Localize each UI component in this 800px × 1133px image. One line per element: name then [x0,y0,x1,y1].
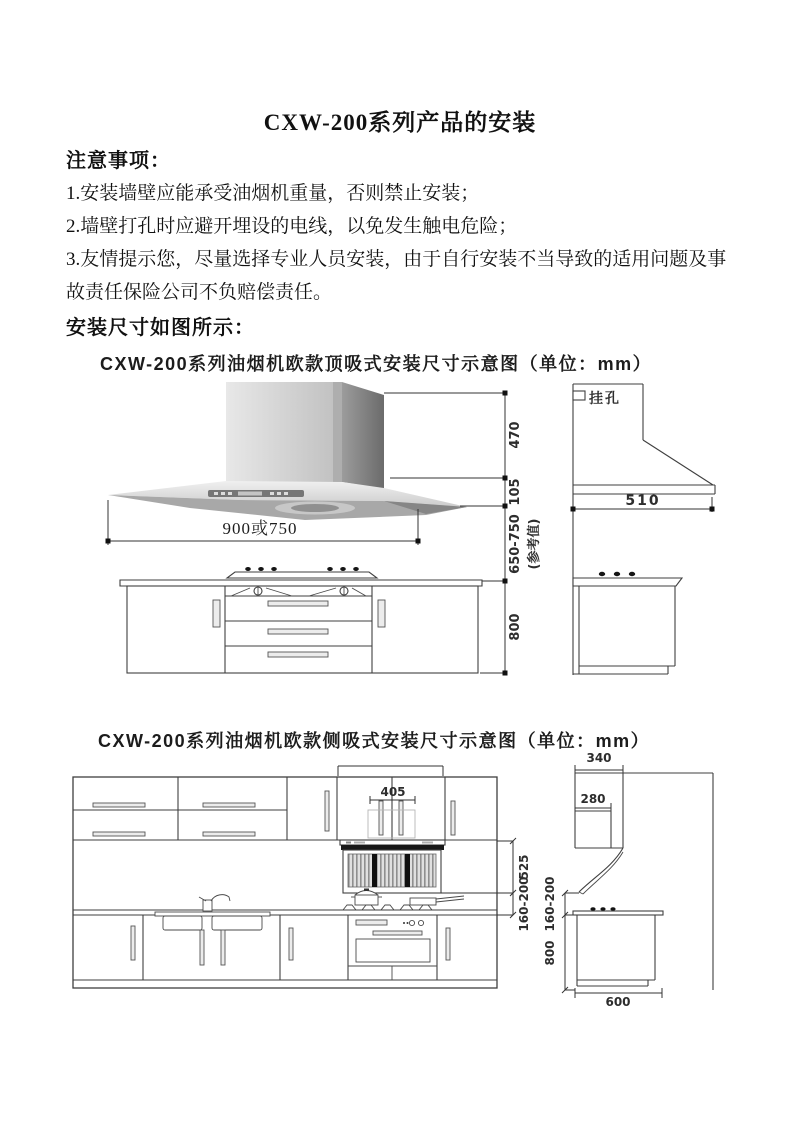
hood-curve-inner [583,852,623,894]
dim-chimney-height: 470 [508,421,523,449]
sink-basin-left [163,916,202,930]
side-suction-hood [340,840,445,893]
oven-handle [356,920,387,925]
side-dimensions [543,876,579,993]
hang-hole-label: 挂孔 [589,391,621,407]
cabinet-handle [203,803,255,807]
drawer-handle [268,601,328,606]
cabinet-handle [93,803,145,807]
chimney-edge [333,382,342,482]
cabinet-handle [289,928,293,960]
base-cabinet-side [573,907,663,986]
drawer-handle [268,629,328,634]
cabinet-handle [221,930,225,965]
drawer-handle [268,652,328,657]
base-cabinet-front [120,567,482,673]
dim-base-depth [575,988,662,1009]
filter-ring-inner [291,504,339,512]
pan [410,898,436,905]
cabinet-handle [131,926,135,960]
dim-counter-height: 800 [508,613,523,641]
hood-grille [348,854,436,887]
cabinet-handle [93,832,145,836]
note-item-3: 3.友情提示您，尽量选择专业人员安装，由于自行安装不当导致的适用问题及事故责任保险公司不负赔偿责任。 [66,249,727,303]
countertop [120,580,482,586]
pot [355,895,378,905]
chimney-duct [226,382,333,482]
hood-photo [108,382,467,520]
kitchen-front-elevation [73,766,531,988]
dim-top-unlabeled [338,766,443,776]
chimney-side-panel [342,382,384,489]
dim-counter-height: 800 [543,940,557,966]
dim-hood-to-counter-side: 160-200 [543,876,557,932]
diagram1-title: CXW-200系列油烟机欧款顶吸式安装尺寸示意图（单位：mm） [100,354,653,374]
dim-hood-to-counter: 650-750 [508,514,523,574]
stove-knobs [245,567,359,571]
cabinet-handle [325,791,329,831]
sink-rim [155,912,270,916]
note-item-1: 1.安装墙壁应能承受油烟机重量，否则禁止安装； [66,183,480,204]
notes-list [66,177,744,309]
document-title: CXW-200系列产品的安装 [263,110,537,135]
dim-top-depth: 340 [586,753,612,765]
dim-hood-to-counter-front: 160-200 [517,876,531,932]
cabinet-handle [379,801,383,835]
diagram2-figure [60,753,760,1023]
cabinet-handle [399,801,403,835]
base-cabinet-side [573,572,682,674]
dim-canopy-height: 105 [508,478,523,506]
oven-door [356,939,430,962]
door-handle-left [213,600,220,627]
flue-cutout-label: 405 [380,785,406,799]
cabinet-handle [203,832,255,836]
note-item-2: 2.墙壁打孔时应避开埋设的电线，以免发生触电危险； [66,216,518,237]
sink-basin-right [212,916,262,930]
cabinet-handle [200,930,204,965]
gas-stove [227,572,377,578]
cabinet-handle [446,928,450,960]
reference-note: (参考值) [527,518,542,570]
diagram1-figure [90,378,750,700]
kitchen-side-view [543,753,713,1009]
diagram2-title: CXW-200系列油烟机欧款侧吸式安装尺寸示意图（单位：mm） [98,731,651,751]
hood-width-label: 900或750 [222,519,298,538]
hood-depth-label: 510 [625,493,661,509]
cabinet-handle [451,801,455,835]
hood-side-view [571,384,716,675]
base-depth-label: 600 [605,995,631,1009]
dims-heading: 安装尺寸如图所示： [66,317,255,339]
notes-heading: 注意事项： [66,150,171,172]
hood-curve-outer [579,848,623,892]
faucet-body [203,900,212,911]
dim-duct-width: 280 [580,792,606,806]
door-handle-right [378,600,385,627]
hang-hole-square [573,391,585,400]
dim-hood-height: 525 [517,854,531,880]
dim-hood-depth [571,493,715,512]
